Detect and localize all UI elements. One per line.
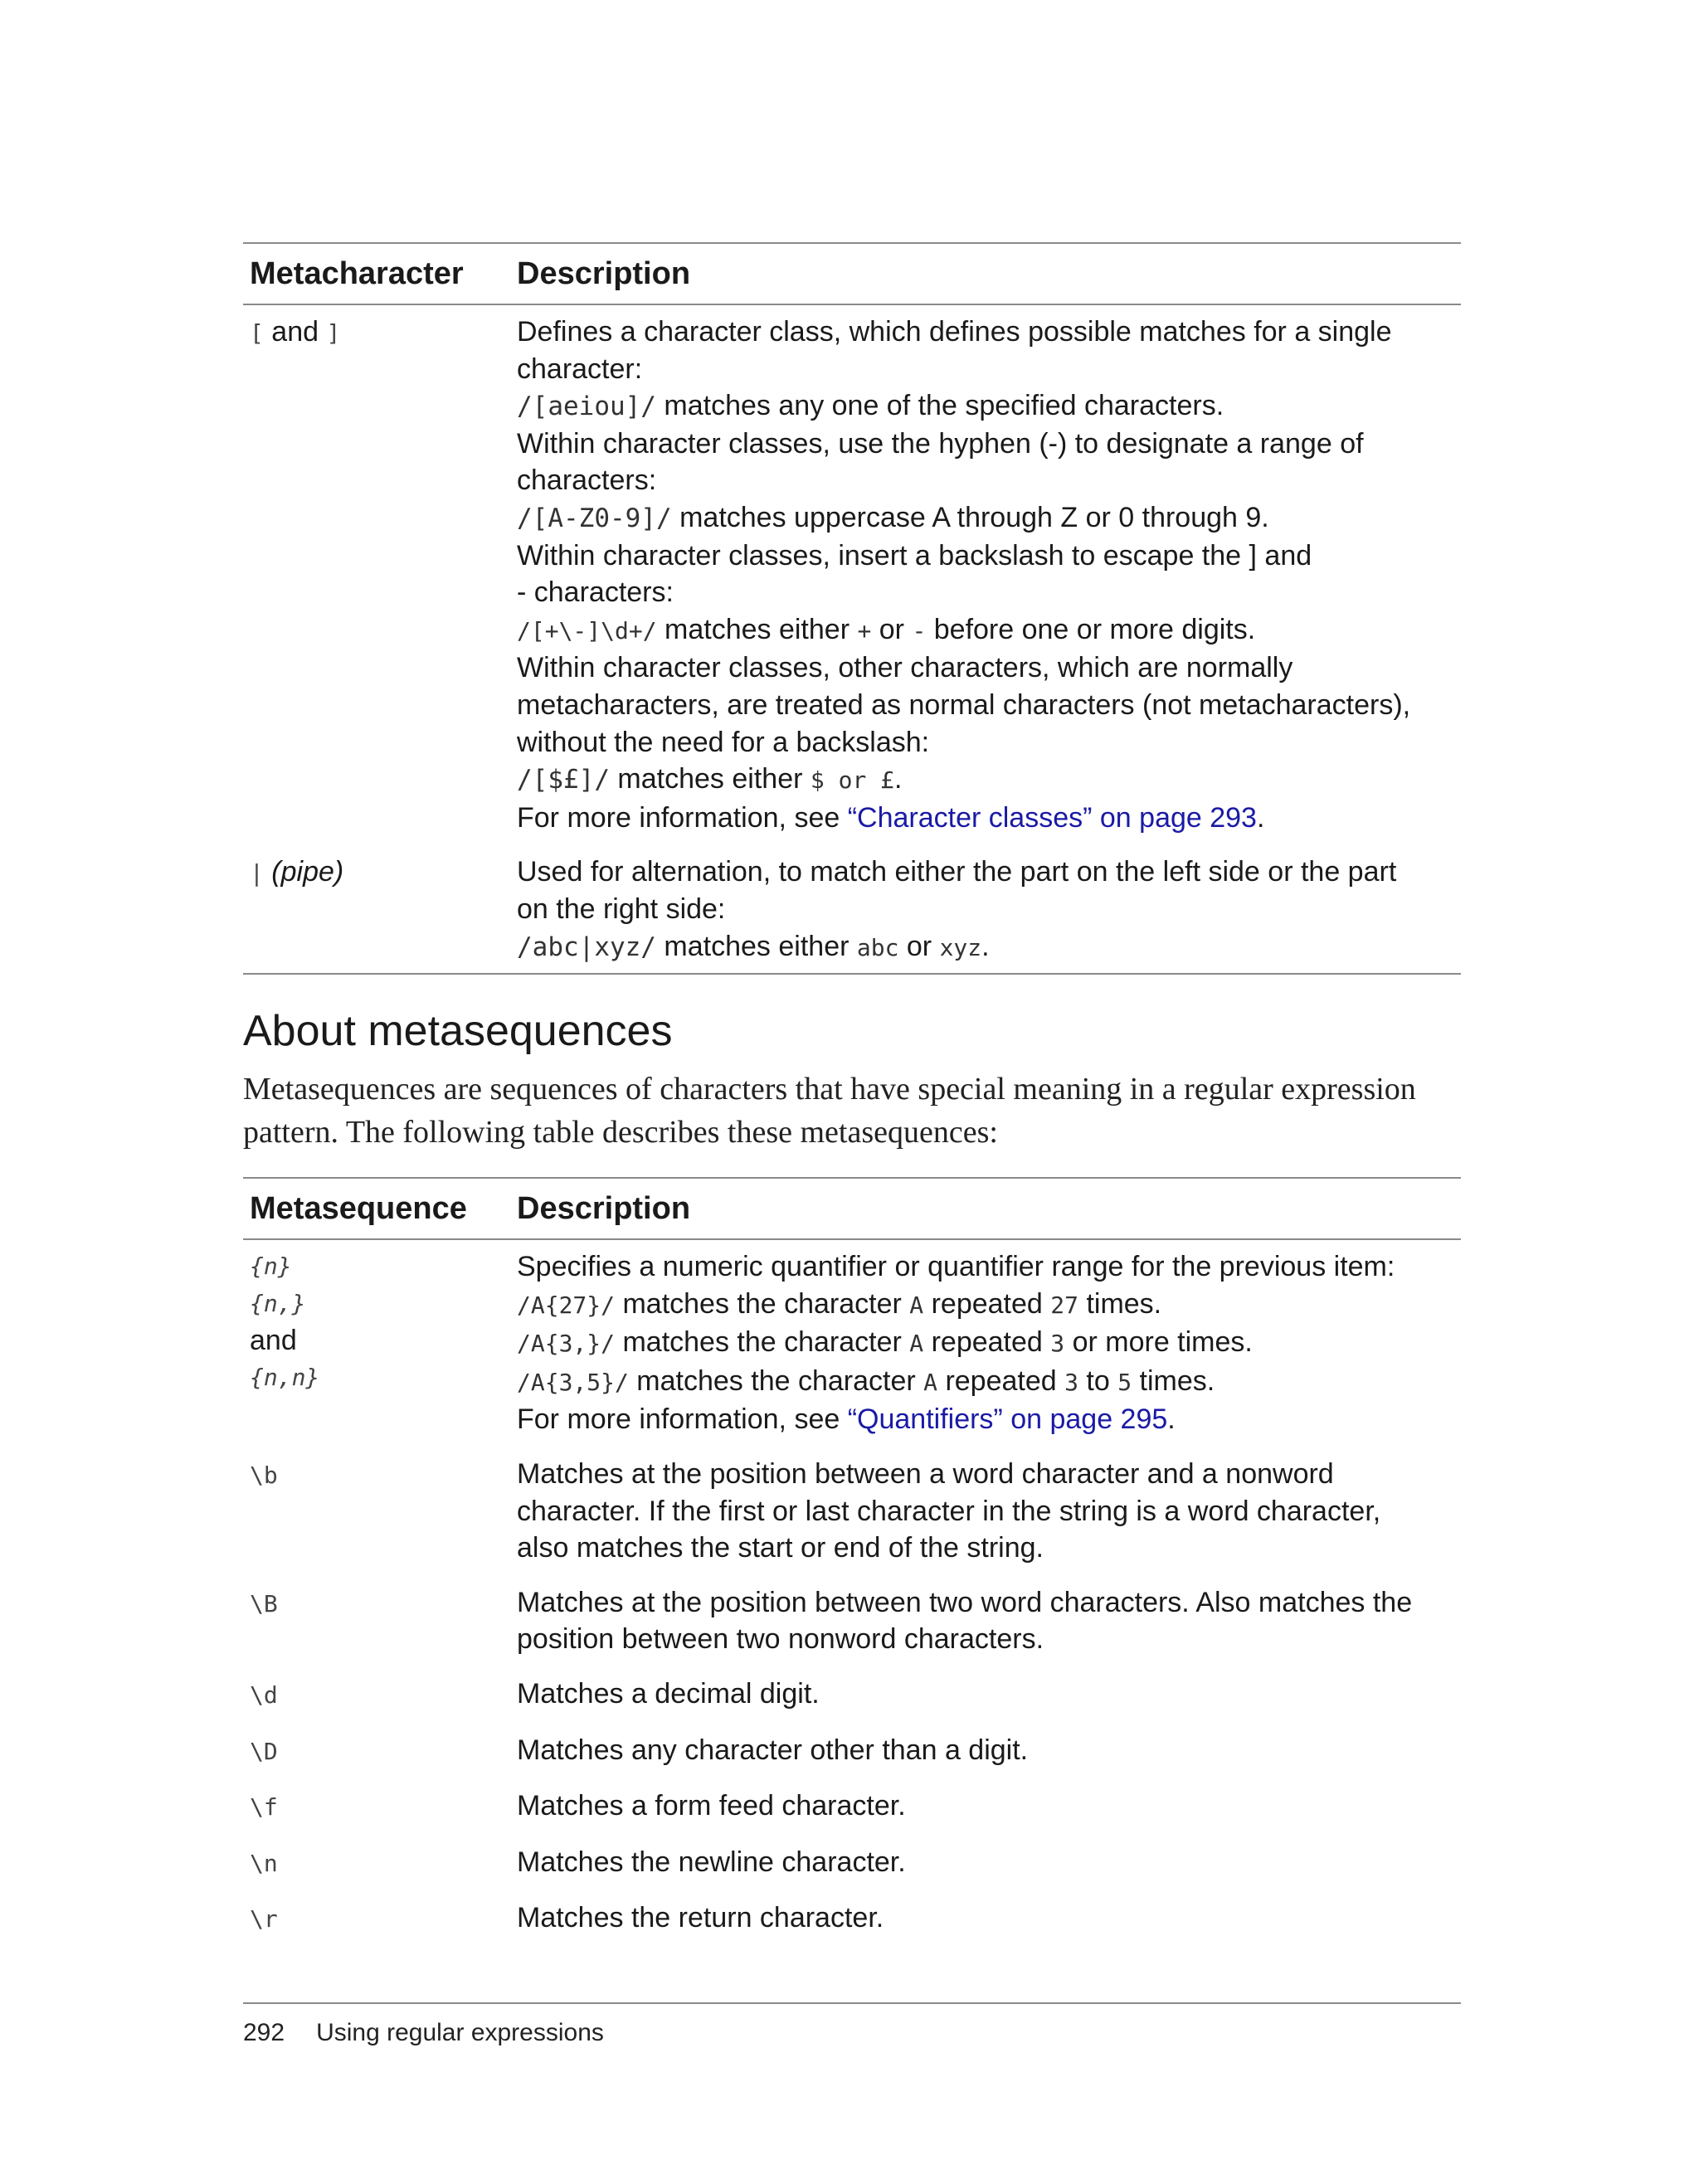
table-header-row bbox=[243, 243, 1461, 304]
code-example: /A{3,}/ bbox=[517, 1330, 616, 1358]
code-example: /abc|xyz/ bbox=[517, 931, 656, 962]
quantifiers-link[interactable]: “Quantifiers” on page 295 bbox=[847, 1403, 1168, 1436]
term-label: (pipe) bbox=[263, 856, 344, 888]
term-cell bbox=[243, 1844, 510, 1900]
term-code: {n} bbox=[250, 1253, 292, 1281]
description-line: Matches any character other than a digit. bbox=[517, 1734, 1029, 1766]
term-cell bbox=[243, 1584, 510, 1676]
metasequence-table bbox=[243, 1177, 1461, 1958]
column-header-metasequence: Metasequence bbox=[243, 1178, 510, 1239]
description-line: - characters: bbox=[517, 576, 674, 609]
description-line: Matches at the position between a word character and a nonword bbox=[517, 1458, 1334, 1491]
column-header-description: Description bbox=[510, 243, 1461, 304]
column-header-metacharacter: Metacharacter bbox=[243, 243, 510, 304]
description-line: characters: bbox=[517, 465, 657, 497]
description-line: Matches a form feed character. bbox=[517, 1790, 906, 1822]
description-line: without the need for a backslash: bbox=[517, 726, 930, 758]
code-example: /[A-Z0-9]/ bbox=[517, 503, 672, 533]
example-line: /[aeiou]/ matches any one of the specified characters. bbox=[517, 390, 1224, 422]
term-cell bbox=[243, 1676, 510, 1732]
term-code: \b bbox=[250, 1462, 278, 1490]
description-cell bbox=[510, 1788, 1461, 1844]
description-line: metacharacters, are treated as normal characters (not metacharacters), bbox=[517, 688, 1411, 721]
code-example: /[$£]/ bbox=[517, 765, 610, 795]
term-cell bbox=[243, 304, 510, 854]
example-line: /A{27}/ matches the character A repeated 27 times. bbox=[517, 1287, 1162, 1320]
column-header-description: Description bbox=[510, 1178, 1461, 1239]
table-row bbox=[243, 1676, 1461, 1732]
code-example: /[+\-]\d+/ bbox=[517, 616, 657, 644]
example-line: /A{3,}/ matches the character A repeated 3 or more times. bbox=[517, 1326, 1253, 1359]
term-code: \B bbox=[250, 1589, 278, 1617]
section-heading: About metasequences bbox=[243, 1007, 673, 1056]
term-code: \D bbox=[250, 1737, 278, 1765]
term-code: {n,n} bbox=[250, 1363, 320, 1391]
term-code: \n bbox=[250, 1849, 278, 1877]
term-code: {n,} bbox=[250, 1289, 306, 1317]
term-text: and bbox=[250, 1325, 297, 1357]
example-line: /[A-Z0-9]/ matches uppercase A through Z or 0 through 9. bbox=[517, 501, 1269, 533]
character-classes-link[interactable]: “Character classes” on page 293 bbox=[847, 801, 1257, 834]
example-line: /[$£]/ matches either $ or £. bbox=[517, 763, 903, 795]
example-line: /[+\-]\d+/ matches either + or - before one or more digits. bbox=[517, 613, 1256, 645]
page-number: 292 bbox=[243, 2019, 285, 2046]
description-cell bbox=[510, 1456, 1461, 1584]
description-line: Matches a decimal digit. bbox=[517, 1678, 820, 1710]
metacharacter-table bbox=[243, 242, 1461, 975]
table-row bbox=[243, 1844, 1461, 1900]
description-line: also matches the start or end of the string. bbox=[517, 1532, 1044, 1564]
term-code: [ bbox=[250, 319, 264, 347]
description-line: on the right side: bbox=[517, 893, 726, 925]
example-line: /A{3,5}/ matches the character A repeated 3 to 5 times. bbox=[517, 1364, 1215, 1397]
description-line: Within character classes, use the hyphen (-) to designate a range of bbox=[517, 427, 1364, 460]
more-info-line: For more information, see “Quantifiers” on page 295. bbox=[517, 1403, 1176, 1436]
description-line: Matches the return character. bbox=[517, 1902, 884, 1934]
term-code: \d bbox=[250, 1681, 278, 1710]
description-cell bbox=[510, 1584, 1461, 1676]
table-row bbox=[243, 1788, 1461, 1844]
description-line: Within character classes, other characters, which are normally bbox=[517, 652, 1293, 684]
table-row bbox=[243, 854, 1461, 974]
term-cell bbox=[243, 854, 510, 974]
term-cell bbox=[243, 1456, 510, 1584]
description-line: Defines a character class, which defines possible matches for a single bbox=[517, 316, 1392, 348]
term-code: ] bbox=[326, 319, 341, 347]
term-cell bbox=[243, 1732, 510, 1788]
section-intro: Metasequences are sequences of characters that have special meaning in a regular expression pattern. The following table describes these metasequences: bbox=[243, 1072, 1416, 1150]
code-example: /[aeiou]/ bbox=[517, 392, 656, 422]
table-row bbox=[243, 1239, 1461, 1456]
description-line: Matches at the position between two word characters. Also matches the bbox=[517, 1586, 1413, 1618]
more-info-line: For more information, see “Character classes” on page 293. bbox=[517, 801, 1265, 834]
page-content bbox=[243, 242, 1461, 1958]
description-line: Within character classes, insert a backslash to escape the ] and bbox=[517, 539, 1312, 572]
description-line: Used for alternation, to match either the part on the left side or the part bbox=[517, 856, 1397, 888]
table-row bbox=[243, 1584, 1461, 1676]
description-line: Matches the newline character. bbox=[517, 1846, 906, 1878]
description-cell bbox=[510, 1732, 1461, 1788]
table-row bbox=[243, 304, 1461, 854]
code-example: /A{27}/ bbox=[517, 1291, 616, 1319]
example-line: /abc|xyz/ matches either abc or xyz. bbox=[517, 930, 990, 962]
description-cell bbox=[510, 1239, 1461, 1456]
description-line: character: bbox=[517, 353, 643, 385]
term-cell bbox=[243, 1239, 510, 1456]
term-code: | bbox=[250, 859, 264, 888]
description-line: character. If the first or last character in the string is a word character, bbox=[517, 1495, 1381, 1527]
code-example: /A{3,5}/ bbox=[517, 1368, 629, 1396]
description-cell bbox=[510, 304, 1461, 854]
table-row bbox=[243, 1456, 1461, 1584]
description-line: position between two nonword characters. bbox=[517, 1623, 1044, 1656]
term-code: \r bbox=[250, 1905, 278, 1933]
description-line: Specifies a numeric quantifier or quantifier range for the previous item: bbox=[517, 1251, 1395, 1283]
page-footer bbox=[243, 2002, 1461, 2047]
description-cell bbox=[510, 854, 1461, 974]
term-code: \f bbox=[250, 1793, 278, 1822]
description-cell bbox=[510, 1844, 1461, 1900]
chapter-title: Using regular expressions bbox=[316, 2019, 604, 2046]
term-text: and bbox=[263, 316, 327, 348]
description-cell bbox=[510, 1899, 1461, 1957]
description-cell bbox=[510, 1676, 1461, 1732]
table-row bbox=[243, 1899, 1461, 1957]
term-cell bbox=[243, 1788, 510, 1844]
term-cell bbox=[243, 1899, 510, 1957]
table-row bbox=[243, 1732, 1461, 1788]
table-header-row bbox=[243, 1178, 1461, 1239]
